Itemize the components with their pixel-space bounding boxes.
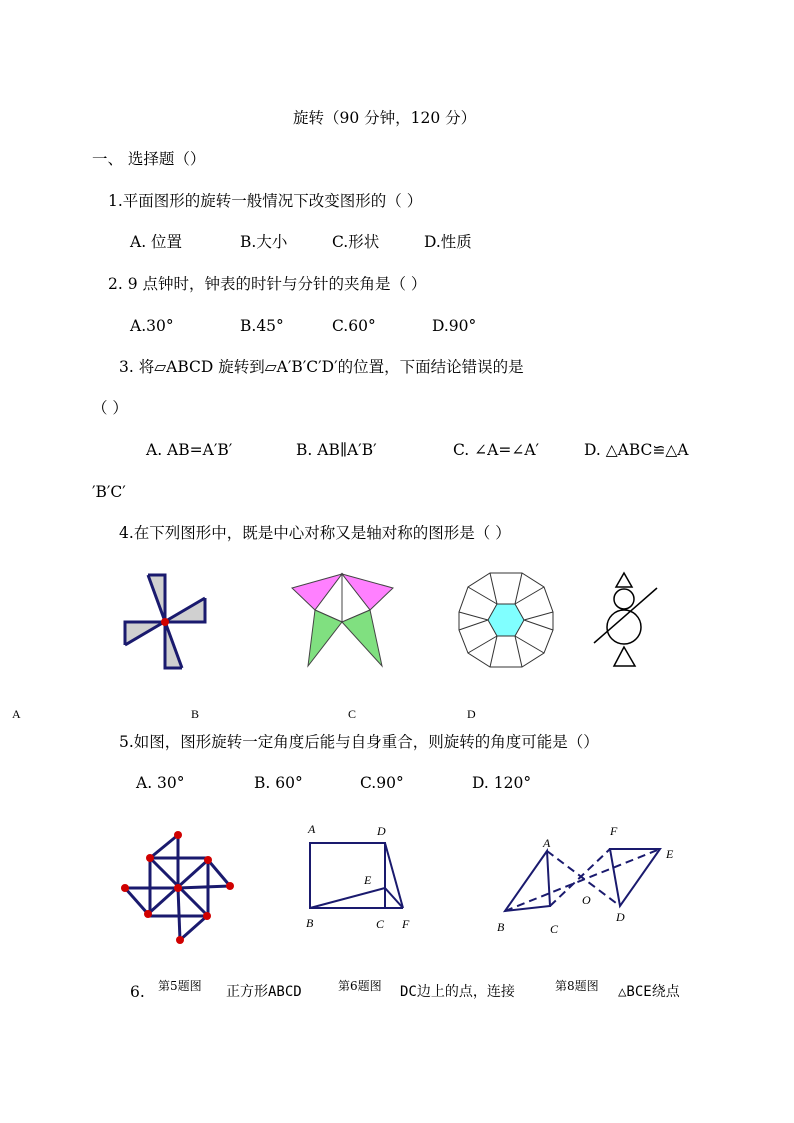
question-2-stem: 2. 9 点钟时，钟表的时针与分针的夹角是（ ） bbox=[108, 275, 427, 293]
q2-option-b: B.45° bbox=[240, 317, 284, 335]
figure-6-square bbox=[305, 838, 415, 918]
figure-4-label-a: A bbox=[12, 707, 21, 721]
fig8-label-f: F bbox=[610, 824, 618, 838]
fig6-label-e: E bbox=[364, 873, 372, 887]
fig6-label-a: A bbox=[308, 822, 316, 836]
fig8-label-a: A bbox=[543, 836, 551, 850]
fig6-label-f: F bbox=[402, 917, 410, 931]
caption-fig8: 第8题图 bbox=[553, 976, 601, 996]
question-6-start: 6. bbox=[130, 983, 145, 1001]
q1-option-b: B.大小 bbox=[240, 233, 288, 251]
question-6-mid1: 正方形ABCD bbox=[226, 984, 302, 1000]
q3-option-c: C. ∠A=∠A′ bbox=[453, 441, 540, 459]
q3-option-a: A. AB=A′B′ bbox=[146, 441, 233, 459]
section-heading: 一、 选择题（） bbox=[92, 150, 206, 168]
fig8-label-e: E bbox=[666, 847, 674, 861]
figure-4-label-d: D bbox=[467, 707, 476, 721]
question-3-stem-cont: （ ） bbox=[92, 399, 128, 417]
caption-fig6: 第6题图 bbox=[336, 976, 384, 996]
caption-fig5: 第5题图 bbox=[156, 976, 204, 996]
question-6-mid2: DC边上的点，连接 bbox=[400, 984, 515, 1000]
fig6-label-b: B bbox=[306, 916, 314, 930]
q5-option-c: C.90° bbox=[360, 774, 404, 792]
figure-4d-snowman bbox=[590, 570, 660, 670]
q1-option-d: D.性质 bbox=[424, 233, 472, 251]
question-1-stem: 1.平面图形的旋转一般情况下改变图形的（ ） bbox=[108, 192, 423, 210]
q5-option-a: A. 30° bbox=[136, 774, 185, 792]
q5-option-d: D. 120° bbox=[472, 774, 532, 792]
q3-option-d-cont: ′B′C′ bbox=[92, 483, 126, 501]
figure-5-pinwheel bbox=[120, 830, 240, 945]
fig8-label-o: O bbox=[582, 893, 591, 907]
figure-4b-star bbox=[290, 570, 395, 670]
q2-option-d: D.90° bbox=[432, 317, 477, 335]
q2-option-a: A.30° bbox=[130, 317, 174, 335]
figure-4-label-b: B bbox=[191, 707, 200, 721]
question-6-end: △BCE绕点 bbox=[618, 984, 680, 1000]
figure-4a-pinwheel bbox=[120, 570, 220, 670]
page-title: 旋转（90 分钟，120 分） bbox=[293, 109, 477, 127]
fig8-label-c: C bbox=[550, 922, 559, 936]
figure-4c-decagon bbox=[456, 570, 556, 670]
q1-option-a: A. 位置 bbox=[130, 233, 183, 251]
question-3-stem: 3. 将▱ABCD 旋转到▱A′B′C′D′的位置，下面结论错误的是 bbox=[119, 358, 524, 376]
question-4-stem: 4.在下列图形中，既是中心对称又是轴对称的图形是（ ） bbox=[119, 524, 511, 542]
figure-4-label-c: C bbox=[348, 707, 357, 721]
q2-option-c: C.60° bbox=[332, 317, 376, 335]
fig8-label-d: D bbox=[616, 910, 625, 924]
fig8-label-b: B bbox=[497, 920, 505, 934]
q5-option-b: B. 60° bbox=[254, 774, 303, 792]
q3-option-d: D. △ABC≌△A bbox=[584, 441, 689, 459]
fig6-label-d: D bbox=[377, 824, 386, 838]
fig6-label-c: C bbox=[376, 917, 385, 931]
question-5-stem: 5.如图，图形旋转一定角度后能与自身重合，则旋转的角度可能是（） bbox=[119, 733, 599, 751]
q3-option-b: B. AB∥A′B′ bbox=[296, 441, 377, 459]
q1-option-c: C.形状 bbox=[332, 233, 380, 251]
